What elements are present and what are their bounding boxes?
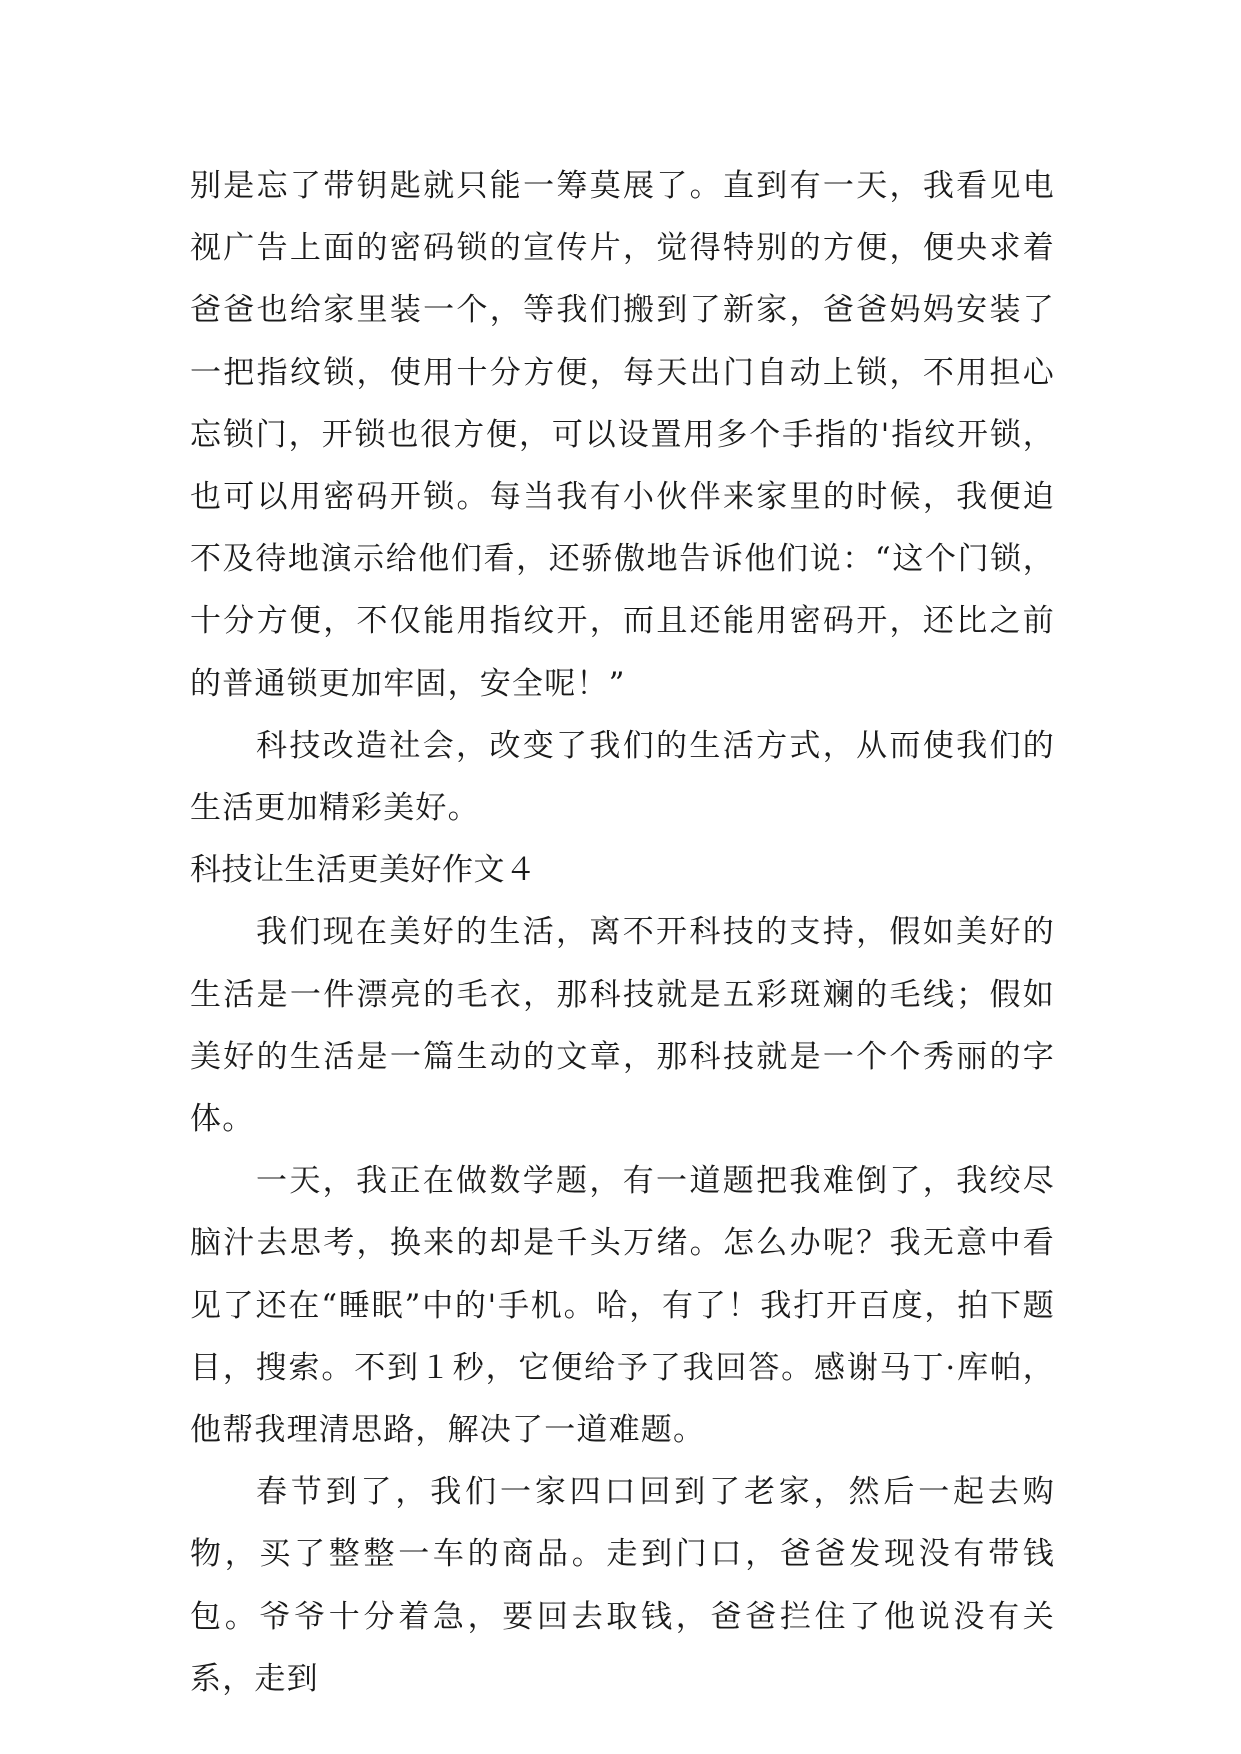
paragraph-math-problem: 一天，我正在做数学题，有一道题把我难倒了，我绞尽脑汁去思考，换来的却是千头万绪。怎么办呢？我无意中看见了还在“睡眠”中的'手机。哈，有了！我打开百度，拍下题目，搜索。不到１秒，它便给予了我回答。感谢马丁·库帕，他帮我理清思路，解决了一道难题。 [190, 1163, 1055, 1449]
essay-heading: 科技让生活更美好作文４ [190, 852, 537, 889]
paragraph-spring-festival: 春节到了，我们一家四口回到了老家，然后一起去购物，买了整整一车的商品。走到门口，爸爸发现没有带钱包。爷爷十分着急，要回去取钱，爸爸拦住了他说没有关系，走到 [190, 1474, 1055, 1697]
paragraph-door-lock: 别是忘了带钥匙就只能一筹莫展了。直到有一天，我看见电视广告上面的密码锁的宣传片，觉得特别的方便，便央求着爸爸也给家里装一个，等我们搬到了新家，爸爸妈妈安装了一把指纹锁，使用十分方便，每天出门自动上锁，不用担心忘锁门，开锁也很方便，可以设置用多个手指的'指纹开锁，也可以用密码开锁。每当我有小伙伴来家里的时候，我便迫不及待地演示给他们看，还骄傲地告诉他们说：“这个门锁，十分方便，不仅能用指纹开，而且还能用密码开，还比之前的普通锁更加牢固，安全呢！” [190, 168, 1055, 702]
paragraph-beautiful-life: 我们现在美好的生活，离不开科技的支持，假如美好的生活是一件漂亮的毛衣，那科技就是五彩斑斓的毛线；假如美好的生活是一篇生动的文章，那科技就是一个个秀丽的字体。 [190, 914, 1055, 1138]
paragraph-tech-changes-society: 科技改造社会，改变了我们的生活方式，从而使我们的生活更加精彩美好。 [190, 727, 1055, 827]
document-body [190, 155, 1055, 1710]
